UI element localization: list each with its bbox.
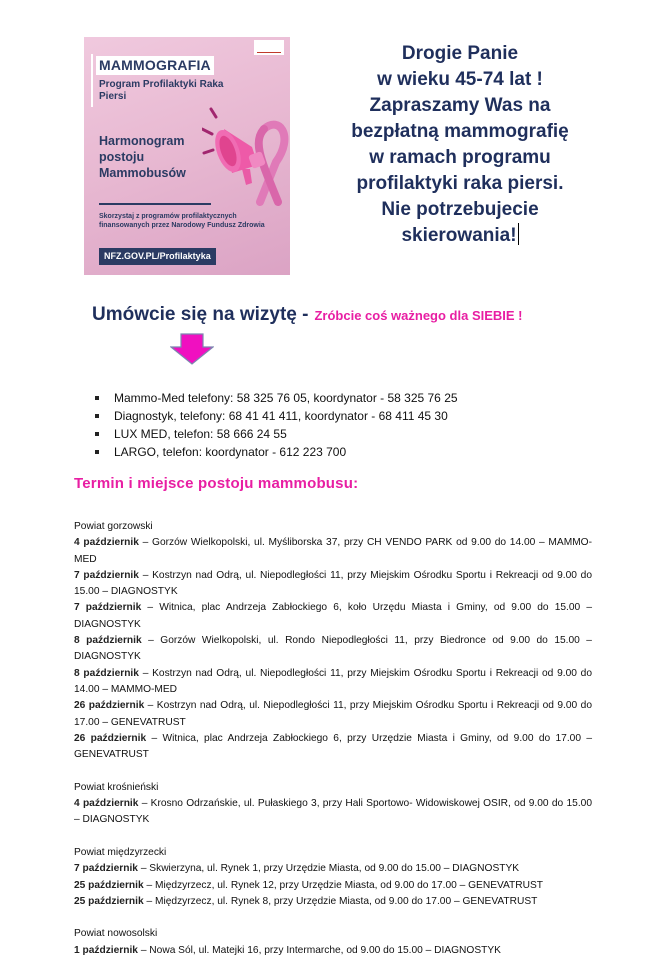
- contact-list: [95, 389, 458, 461]
- schedule-entry: [74, 698, 592, 731]
- schedule-entry: [74, 943, 592, 959]
- megaphone-ribbon-icon: [202, 107, 290, 207]
- text-cursor: [518, 223, 519, 245]
- entry-date: 26 październik: [74, 732, 147, 744]
- intro-line: Nie potrzebujecie: [381, 199, 539, 220]
- intro-line: Drogie Panie: [401, 43, 519, 64]
- entry-text: – Gorzów Wielkopolski, ul. Myśliborska 37, przy CH VENDO PARK od 9.00 do 14.00 – MAMMO-MED: [74, 537, 592, 565]
- poster-accent-bar: [91, 54, 93, 107]
- intro-line: skierowania!: [401, 225, 517, 246]
- entry-date: 8 październik: [74, 667, 139, 679]
- entry-date: 1 październik: [74, 944, 138, 956]
- schedule-title: Termin i miejsce postoju mammobusu:: [74, 475, 359, 492]
- appointment-accent: Zróbcie coś ważnego dla SIEBIE !: [314, 308, 523, 323]
- schedule-entry: [74, 666, 592, 699]
- entry-text: – Kostrzyn nad Odrą, ul. Niepodległości 11, przy Miejskim Ośrodku Sportu i Rekreacji od 9.00 do 17.00 – GENEVATRUST: [74, 700, 592, 728]
- county-name: Powiat gorzowski: [74, 521, 153, 532]
- contact-item: [95, 389, 458, 407]
- contact-item: [95, 443, 458, 461]
- contact-text: LUX MED, telefon: 58 666 24 55: [114, 427, 287, 441]
- entry-date: 7 październik: [74, 863, 138, 875]
- poster-title: MAMMOGRAFIA: [96, 56, 214, 75]
- poster-subtitle: Program Profilaktyki Raka Piersi: [99, 79, 224, 102]
- schedule-entry: [74, 731, 592, 764]
- entry-date: 4 październik: [74, 798, 139, 810]
- contact-text: Mammo-Med telefony: 58 325 76 05, koordynator - 58 325 76 25: [114, 391, 458, 405]
- entry-text: – Kostrzyn nad Odrą, ul. Niepodległości 11, przy Miejskim Ośrodku Sportu i Rekreacji od 9.00 do 14.00 – MAMMO-MED: [74, 667, 592, 695]
- bullet-icon: [95, 414, 99, 418]
- intro-line: w wieku 45-74 lat !: [377, 69, 543, 90]
- contact-text: Diagnostyk, telefony: 68 41 41 411, koordynator - 68 411 45 30: [114, 409, 448, 423]
- county-group: [74, 519, 592, 763]
- county-name: Powiat krośnieński: [74, 781, 159, 793]
- schedule-entry: [74, 633, 592, 666]
- intro-line: profilaktyki raka piersi.: [356, 173, 564, 194]
- entry-date: 7 październik: [74, 602, 142, 614]
- bullet-icon: [95, 450, 99, 454]
- contact-item: [95, 425, 458, 443]
- appointment-line: [92, 304, 523, 326]
- entry-date: 26 październik: [74, 700, 145, 712]
- county-group: [74, 845, 592, 910]
- intro-heading: [332, 41, 588, 249]
- entry-date: 4 październik: [74, 537, 139, 549]
- poster-note: Skorzystaj z programów profilaktycznych finansowanych przez Narodowy Fundusz Zdrowia: [99, 213, 265, 229]
- entry-text: – Skwierzyna, ul. Rynek 1, przy Urzędzie Miasta, od 9.00 do 15.00 – DIAGNOSTYK: [137, 863, 520, 875]
- entry-date: 7 październik: [74, 569, 139, 581]
- entry-text: – Międzyrzecz, ul. Rynek 8, przy Urzędzie Miasta, od 9.00 do 17.00 – GENEVATRUST: [143, 895, 538, 907]
- appointment-main: Umówcie się na wizytę -: [92, 304, 309, 325]
- county-name: Powiat nowosolski: [74, 928, 158, 940]
- mammography-poster: [84, 37, 290, 275]
- poster-heading: Harmonogram postoju Mammobusów: [99, 134, 186, 180]
- entry-text: – Międzyrzecz, ul. Rynek 12, przy Urzędzie Miasta, od 9.00 do 17.00 – GENEVATRUST: [143, 879, 544, 891]
- schedule-entry: [74, 796, 592, 829]
- schedule-entry: [74, 568, 592, 601]
- schedule-entry: [74, 861, 592, 877]
- intro-line: w ramach programu: [369, 147, 551, 168]
- schedule-entry: [74, 894, 592, 910]
- entry-date: 25 październik: [74, 895, 144, 907]
- poster-url: NFZ.GOV.PL/Profilaktyka: [99, 248, 216, 265]
- entry-text: – Kostrzyn nad Odrą, ul. Niepodległości 11, przy Miejskim Ośrodku Sportu i Rekreacji od 9.00 do 15.00 – DIAGNOSTYK: [74, 569, 592, 598]
- entry-text: – Witnica, plac Andrzeja Zabłockiego 6, koło Urzędu Miasta i Gminy, od 9.00 do 15.00 – DIAGNOSTYK: [74, 602, 592, 630]
- schedule: [74, 519, 592, 975]
- entry-text: – Nowa Sól, ul. Matejki 16, przy Intermarche, od 9.00 do 15.00 – DIAGNOSTYK: [137, 944, 501, 956]
- county-name: Powiat międzyrzecki: [74, 846, 167, 858]
- intro-line: bezpłatną mammografię: [351, 121, 569, 142]
- schedule-entry: [74, 535, 592, 568]
- intro-line-last: [332, 223, 588, 249]
- schedule-entry: [74, 600, 592, 633]
- entry-date: 8 październik: [74, 635, 142, 647]
- intro-line: Zapraszamy Was na: [369, 95, 551, 116]
- contact-text: LARGO, telefon: koordynator - 612 223 700: [114, 445, 347, 459]
- bullet-icon: [95, 432, 99, 436]
- entry-text: – Witnica, plac Andrzeja Zabłockiego 6, przy Urzędzie Miasta i Gminy, od 9.00 do 17.00 – GENEVATRUST: [74, 732, 592, 761]
- entry-text: – Krosno Odrzańskie, ul. Pułaskiego 3, przy Hali Sportowo- Widowiskowej OSIR, od 9.00 do 15.00 – DIAGNOSTYK: [74, 798, 592, 826]
- bullet-icon: [95, 396, 99, 400]
- entry-text: – Gorzów Wielkopolski, ul. Rondo Niepodległości 11, przy Biedronce od 9.00 do 15.00 – DIAGNOSTYK: [74, 635, 592, 663]
- poster-divider: [99, 203, 211, 205]
- entry-date: 25 październik: [74, 879, 144, 891]
- county-group: [74, 926, 592, 959]
- contact-item: [95, 407, 458, 425]
- down-arrow-icon: [170, 333, 214, 365]
- ministry-nfz-logo: [254, 40, 284, 55]
- schedule-entry: [74, 878, 592, 894]
- county-group: [74, 780, 592, 829]
